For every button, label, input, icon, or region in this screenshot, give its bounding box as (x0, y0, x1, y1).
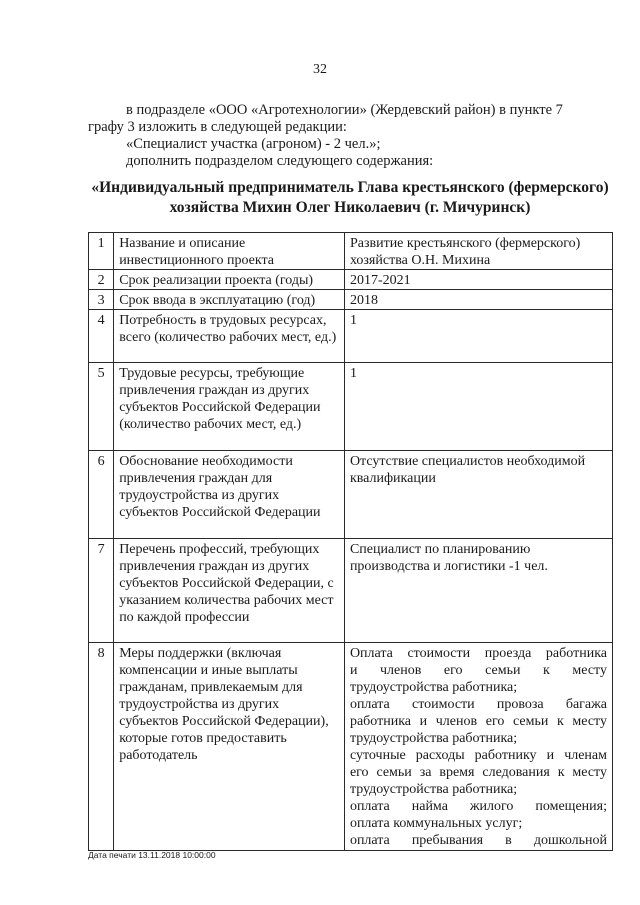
row-number: 4 (89, 310, 114, 363)
support-line: трудоустройства работника; (349, 680, 518, 695)
support-line: и членов его семьи к месту (349, 663, 607, 678)
row-name: Обоснование необходимости привлечения граждан для трудоустройства из других субъектов Российской Федерации (114, 451, 345, 539)
row-value: 2018 (344, 290, 612, 310)
table-row (89, 451, 613, 539)
row-value: Развитие крестьянского (фермерского) хозяйства О.Н. Михина (344, 233, 612, 270)
intro-line-1: в подразделе «ООО «Агротехнологии» (Жердевский район) в пункте 7 (126, 102, 563, 118)
row-name: Трудовые ресурсы, требующие привлечения граждан из других субъектов Российской Федерации (количество рабочих мест, ед.) (114, 363, 345, 451)
support-line: трудоустройства работника; (349, 731, 518, 746)
row-number: 8 (89, 643, 114, 851)
table-row (89, 310, 613, 363)
support-line: трудоустройства работника; (349, 782, 518, 797)
row-number: 3 (89, 290, 114, 310)
support-line: его семьи за время следования к месту (349, 765, 607, 780)
row-value: 1 (344, 310, 612, 363)
row-number: 1 (89, 233, 114, 270)
row-name: Название и описание инвестиционного проекта (114, 233, 345, 270)
table-row (89, 539, 613, 643)
row-number: 2 (89, 270, 114, 290)
support-line: Оплата стоимости проезда работника (349, 646, 607, 661)
section-heading (80, 178, 620, 218)
row-value: 2017-2021 (344, 270, 612, 290)
row-name: Перечень профессий, требующих привлечения граждан из других субъектов Российской Федерации, с указанием количества рабочих мест по каждой профессии (114, 539, 345, 643)
row-value (344, 643, 612, 851)
table-row (89, 363, 613, 451)
table-row (89, 270, 613, 290)
heading-line-1: «Индивидуальный предприниматель Глава крестьянского (фермерского) (91, 179, 609, 196)
row-number: 6 (89, 451, 114, 539)
row-name: Потребность в трудовых ресурсах, всего (количество рабочих мест, ед.) (114, 310, 345, 363)
support-line: оплата найма жилого помещения; (349, 799, 607, 814)
heading-line-2: хозяйства Михин Олег Николаевич (г. Мичуринск) (169, 199, 531, 216)
intro-line-4: дополнить подразделом следующего содержания: (126, 153, 434, 169)
support-line: суточные расходы работнику и членам (349, 748, 607, 763)
row-number: 7 (89, 539, 114, 643)
table-row (89, 643, 613, 851)
row-value: Отсутствие специалистов необходимой квалификации (344, 451, 612, 539)
support-line: оплата стоимости провоза багажа (349, 697, 607, 712)
row-name: Срок ввода в эксплуатацию (год) (114, 290, 345, 310)
intro-line-2: графу 3 изложить в следующей редакции: (88, 119, 347, 135)
row-value: 1 (344, 363, 612, 451)
row-name: Меры поддержки (включая компенсации и иные выплаты гражданам, привлекаемым для трудоустройства из других субъектов Российской Федерации), которые готов предоставить работодатель (114, 643, 345, 851)
project-table (88, 232, 613, 851)
table-row (89, 233, 613, 270)
intro-line-3: «Специалист участка (агроном) - 2 чел.»; (126, 136, 381, 152)
support-line: оплата коммунальных услуг; (349, 816, 523, 831)
support-line: работника и членов его семьи к месту (349, 714, 607, 729)
row-value: Специалист по планированию производства и логистики -1 чел. (344, 539, 612, 643)
row-number: 5 (89, 363, 114, 451)
row-name: Срок реализации проекта (годы) (114, 270, 345, 290)
table-row (89, 290, 613, 310)
print-date: Дата печати 13.11.2018 10:00:00 (88, 850, 216, 860)
support-line: оплата пребывания в дошкольной (349, 833, 607, 848)
page-number: 32 (313, 62, 327, 77)
